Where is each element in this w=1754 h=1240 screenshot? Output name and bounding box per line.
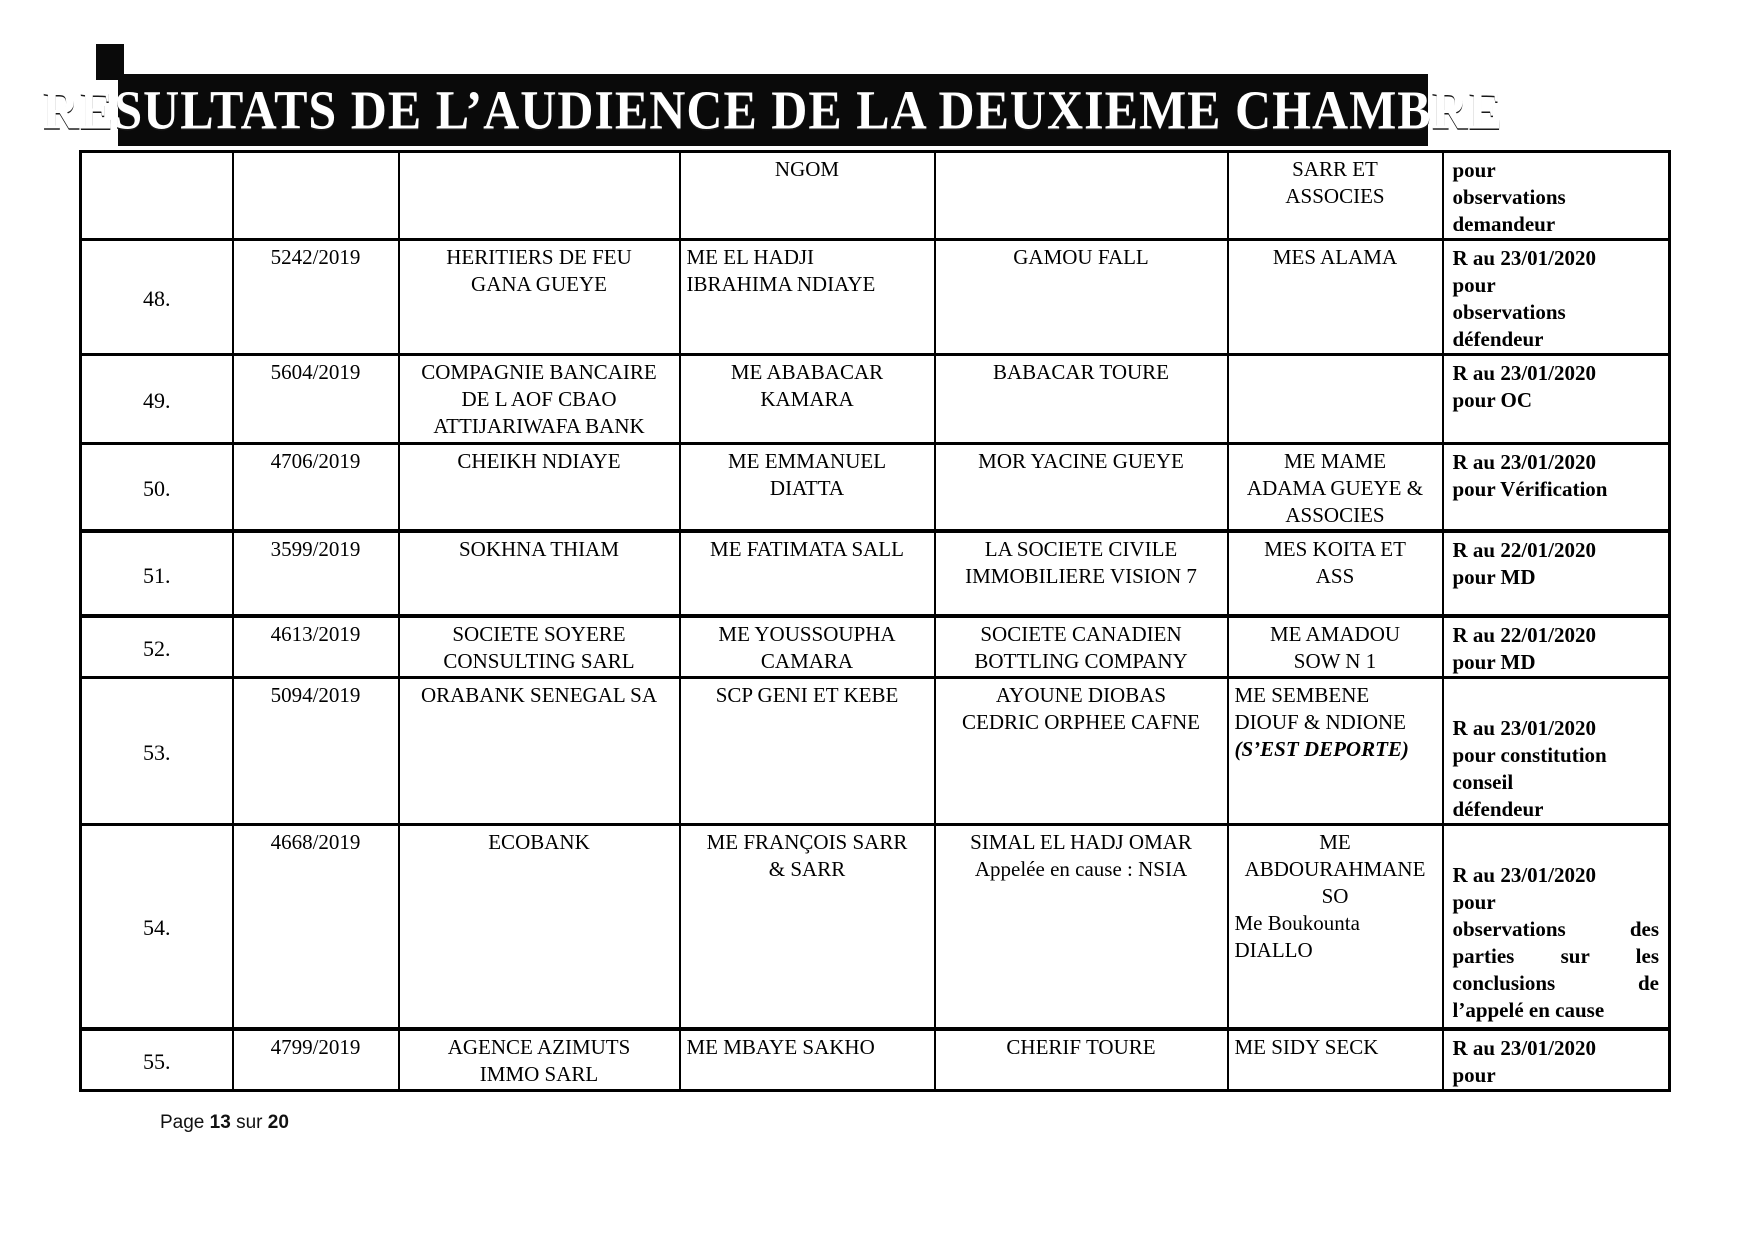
cell-line: 52. — [143, 636, 171, 661]
cell-line: BOTTLING COMPANY — [974, 649, 1188, 673]
cell-respondent — [935, 616, 1228, 678]
cell-line: CHEIKH NDIAYE — [457, 449, 621, 473]
cell-appellant-counsel — [680, 152, 935, 240]
cell-line: demandeur — [1452, 212, 1556, 236]
cell-line: 48. — [143, 286, 171, 311]
cell-line: ME SEMBENE — [1234, 683, 1370, 707]
cell-line: 50. — [143, 476, 171, 501]
cell-line: SOCIETE SOYERE — [452, 622, 626, 646]
cell-line: ORABANK SENEGAL SA — [420, 683, 658, 707]
table-row — [81, 240, 1670, 355]
cell-appellant — [399, 355, 680, 444]
cell-respondent — [935, 355, 1228, 444]
cell-line: ABDOURAHMANE — [1244, 857, 1426, 881]
cell-appellant-counsel — [680, 616, 935, 678]
cell-respondent-counsel — [1228, 825, 1443, 1029]
cell-line: ATTIJARIWAFA BANK — [433, 414, 645, 438]
cell-respondent — [935, 240, 1228, 355]
cell-line: SCP GENI ET KEBE — [715, 683, 899, 707]
cell-line: observations — [1452, 300, 1566, 324]
cell-line: 51. — [143, 562, 171, 588]
cell-line: CHERIF TOURE — [1006, 1034, 1156, 1059]
cell-line: pour MD — [1452, 565, 1536, 589]
cell-line: ME MAME — [1283, 449, 1387, 473]
cell-respondent — [935, 825, 1228, 1029]
cell-line: 3599/2019 — [270, 537, 361, 561]
results-table — [79, 150, 1671, 1092]
cell-line: SARR ET — [1292, 157, 1378, 181]
cell-line: SO — [1321, 884, 1349, 908]
cell-line: IMMOBILIERE VISION 7 — [965, 564, 1197, 588]
cell-respondent-counsel — [1228, 152, 1443, 240]
cell-respondent-counsel — [1228, 616, 1443, 678]
cell-respondent-counsel — [1228, 531, 1443, 616]
cell-line: IMMO SARL — [479, 1061, 599, 1086]
cell-respondent-counsel — [1228, 240, 1443, 355]
cell-line: pour Vérification — [1452, 477, 1608, 501]
cell-respondent — [935, 678, 1228, 825]
footer-separator: sur — [236, 1112, 263, 1133]
cell-line: ME EMMANUEL — [727, 449, 887, 473]
cell-line: CEDRIC ORPHEE CAFNE — [961, 710, 1201, 734]
cell-line: pour constitution — [1452, 743, 1607, 767]
table-row — [81, 825, 1670, 1029]
cell-appellant — [399, 678, 680, 825]
results-banner — [42, 74, 1504, 146]
cell-line: GAMOU FALL — [1013, 245, 1149, 269]
cell-line: 4613/2019 — [270, 622, 361, 646]
cell-line: pour OC — [1452, 388, 1533, 412]
cell-line: ME MBAYE SAKHO — [686, 1034, 875, 1059]
table-row — [81, 444, 1670, 532]
cell-respondent — [935, 1029, 1228, 1091]
cell-appellant-counsel — [680, 444, 935, 532]
cell-appellant — [399, 825, 680, 1029]
cell-row-number — [81, 678, 233, 825]
cell-case-number — [233, 240, 399, 355]
cell-case-number — [233, 678, 399, 825]
cell-line: ASSOCIES — [1285, 184, 1385, 208]
cell-appellant — [399, 444, 680, 532]
cell-line: pour — [1452, 273, 1496, 297]
cell-line: observations des — [1452, 917, 1659, 941]
table-row — [81, 531, 1670, 616]
cell-line: ME EL HADJI — [686, 245, 815, 269]
banner-title: RESULTATS DE L’AUDIENCE DE LA DEUXIEME CHAMBRE — [42, 79, 1504, 141]
cell-appellant-counsel — [680, 678, 935, 825]
cell-decision — [1443, 531, 1670, 616]
cell-line: conclusions de — [1452, 971, 1659, 995]
cell-appellant-counsel — [680, 355, 935, 444]
cell-appellant-counsel — [680, 531, 935, 616]
cell-row-number — [81, 1029, 233, 1091]
cell-appellant — [399, 531, 680, 616]
cell-line: BABACAR TOURE — [992, 360, 1169, 384]
cell-line: R au 23/01/2020 — [1452, 863, 1597, 887]
cell-row-number — [81, 355, 233, 444]
cell-line: 5604/2019 — [270, 360, 361, 384]
cell-line: défendeur — [1452, 327, 1544, 351]
cell-line: CONSULTING SARL — [443, 649, 635, 673]
table-row — [81, 678, 1670, 825]
cell-row-number — [81, 825, 233, 1029]
cell-decision — [1443, 678, 1670, 825]
cell-line: SOW N 1 — [1293, 649, 1377, 673]
cell-line: ME YOUSSOUPHA — [718, 622, 896, 646]
cell-line: MES ALAMA — [1272, 245, 1398, 269]
cell-decision — [1443, 355, 1670, 444]
cell-appellant — [399, 240, 680, 355]
cell-line: pour — [1452, 158, 1496, 182]
cell-line: ME AMADOU — [1269, 622, 1401, 646]
footer-page-number: 13 — [209, 1112, 231, 1133]
table-row — [81, 1029, 1670, 1091]
cell-line: ME FRANÇOIS SARR — [706, 830, 908, 854]
footer-total-pages: 20 — [267, 1112, 289, 1133]
cell-line: ME FATIMATA SALL — [710, 537, 904, 561]
cell-respondent — [935, 152, 1228, 240]
cell-appellant — [399, 616, 680, 678]
cell-line: 4668/2019 — [270, 830, 361, 854]
cell-line: SOKHNA THIAM — [458, 537, 620, 561]
cell-line: DIATTA — [769, 476, 845, 500]
cell-line: observations — [1452, 185, 1566, 209]
table-row — [81, 152, 1670, 240]
cell-appellant-counsel — [680, 825, 935, 1029]
cell-respondent-counsel — [1228, 678, 1443, 825]
cell-row-number — [81, 616, 233, 678]
cell-line: pour MD — [1452, 650, 1536, 674]
footer-page-label: Page — [160, 1112, 205, 1133]
cell-line: COMPAGNIE BANCAIRE — [421, 360, 657, 384]
cell-line: 49. — [143, 388, 171, 413]
cell-line: (S’EST DEPORTE) — [1234, 737, 1409, 761]
cell-line: R au 22/01/2020 — [1452, 623, 1597, 647]
cell-line: NGOM — [774, 157, 840, 181]
cell-line: LA SOCIETE CIVILE — [984, 537, 1178, 561]
cell-line: Appelée en cause : NSIA — [974, 857, 1188, 881]
cell-line: SIMAL EL HADJ OMAR — [970, 830, 1192, 854]
cell-case-number — [233, 152, 399, 240]
cell-line: parties sur les — [1452, 944, 1659, 968]
cell-line: DIALLO — [1234, 938, 1313, 962]
cell-line: AGENCE AZIMUTS — [447, 1034, 631, 1059]
cell-line: conseil — [1452, 770, 1514, 794]
cell-line: ECOBANK — [488, 830, 590, 854]
cell-decision — [1443, 825, 1670, 1029]
cell-line: MES KOITA ET — [1264, 537, 1406, 561]
cell-line: & SARR — [768, 857, 846, 881]
cell-line: MOR YACINE GUEYE — [978, 449, 1184, 473]
cell-line: CAMARA — [760, 649, 854, 673]
cell-line: GANA GUEYE — [471, 272, 607, 296]
cell-line: Me Boukounta — [1234, 911, 1360, 935]
cell-line: R au 23/01/2020 — [1452, 1035, 1597, 1060]
cell-respondent-counsel — [1228, 355, 1443, 444]
cell-line: DIOUF & NDIONE — [1234, 710, 1406, 734]
cell-case-number — [233, 355, 399, 444]
cell-row-number — [81, 240, 233, 355]
cell-line: 5094/2019 — [270, 683, 361, 707]
cell-line: ASSOCIES — [1285, 503, 1385, 527]
cell-respondent — [935, 444, 1228, 532]
cell-decision — [1443, 616, 1670, 678]
cell-line: 55. — [143, 1048, 171, 1074]
cell-line: IBRAHIMA NDIAYE — [686, 272, 876, 296]
cell-case-number — [233, 1029, 399, 1091]
cell-decision — [1443, 152, 1670, 240]
cell-line: KAMARA — [760, 387, 854, 411]
cell-line: DE L AOF CBAO — [461, 387, 617, 411]
cell-line: R au 23/01/2020 — [1452, 716, 1597, 740]
cell-respondent — [935, 531, 1228, 616]
cell-decision — [1443, 1029, 1670, 1091]
cell-line: pour — [1452, 890, 1496, 914]
cell-line: ADAMA GUEYE & — [1246, 476, 1424, 500]
cell-line: R au 23/01/2020 — [1452, 450, 1597, 474]
cell-case-number — [233, 531, 399, 616]
cell-respondent-counsel — [1228, 444, 1443, 532]
cell-decision — [1443, 240, 1670, 355]
cell-row-number — [81, 444, 233, 532]
cell-line: ME ABABACAR — [730, 360, 884, 384]
table-row — [81, 355, 1670, 444]
cell-line: AYOUNE DIOBAS — [995, 683, 1167, 707]
cell-case-number — [233, 444, 399, 532]
cell-line: pour — [1452, 1062, 1496, 1087]
cell-appellant-counsel — [680, 1029, 935, 1091]
cell-line: ASS — [1315, 564, 1355, 588]
cell-row-number — [81, 531, 233, 616]
table-row — [81, 616, 1670, 678]
cell-line: 4706/2019 — [270, 449, 361, 473]
cell-appellant — [399, 152, 680, 240]
cell-line: R au 22/01/2020 — [1452, 538, 1597, 562]
cell-line: 5242/2019 — [270, 245, 361, 269]
cell-appellant — [399, 1029, 680, 1091]
cell-line: ME SIDY SECK — [1234, 1034, 1379, 1059]
cell-line: 54. — [143, 915, 171, 941]
cell-line: R au 23/01/2020 — [1452, 361, 1597, 385]
cell-line: SOCIETE CANADIEN — [980, 622, 1182, 646]
cell-case-number — [233, 616, 399, 678]
cell-line: l’appelé en cause — [1452, 998, 1605, 1022]
cell-line: 53. — [143, 740, 171, 765]
cell-line: 4799/2019 — [270, 1034, 361, 1059]
cell-row-number — [81, 152, 233, 240]
cell-line: défendeur — [1452, 797, 1544, 821]
cell-decision — [1443, 444, 1670, 532]
cell-line: ME — [1319, 830, 1351, 854]
cell-respondent-counsel — [1228, 1029, 1443, 1091]
cell-appellant-counsel — [680, 240, 935, 355]
page-footer — [160, 1112, 289, 1134]
cell-line: HERITIERS DE FEU — [446, 245, 632, 269]
cell-case-number — [233, 825, 399, 1029]
cell-line: R au 23/01/2020 — [1452, 246, 1597, 270]
